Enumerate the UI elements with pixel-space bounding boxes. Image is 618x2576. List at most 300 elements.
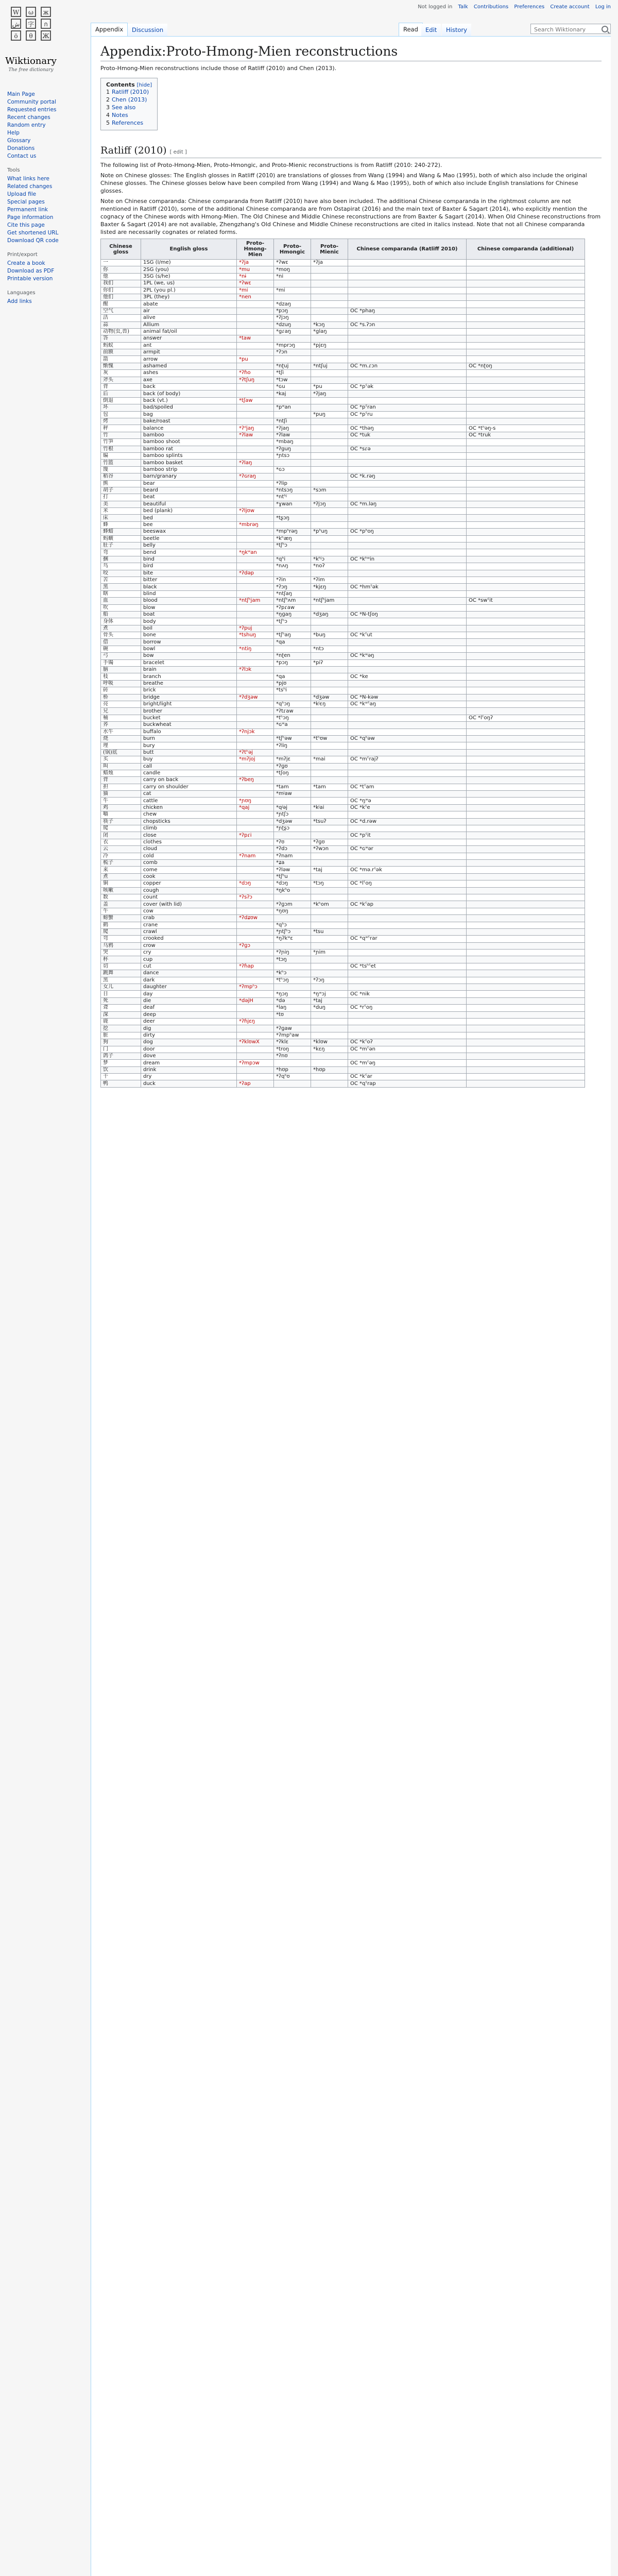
chinese-gloss-cell[interactable]: 蒜 xyxy=(101,321,141,328)
chinese-gloss-cell[interactable]: 荞 xyxy=(101,722,141,728)
chinese-gloss-cell[interactable]: 鸽子 xyxy=(101,1053,141,1059)
chinese-comparanda-cell[interactable]: OC *ŋʷə xyxy=(348,798,467,804)
site-logo[interactable] xyxy=(0,0,62,82)
chinese-gloss-cell[interactable]: 捆 xyxy=(101,556,141,563)
chinese-gloss-cell[interactable]: 日 xyxy=(101,991,141,997)
additional-comparanda-cell[interactable] xyxy=(467,818,585,825)
chinese-gloss-cell[interactable]: 牛 xyxy=(101,798,141,804)
chinese-comparanda-cell[interactable]: OC *tsʰˤet xyxy=(348,963,467,970)
toc-entry[interactable] xyxy=(106,88,152,96)
toc-entry-link[interactable]: Chen (2013) xyxy=(112,96,147,103)
additional-comparanda-cell[interactable] xyxy=(467,701,585,708)
chinese-gloss-cell[interactable]: 脏 xyxy=(101,1032,141,1039)
additional-comparanda-cell[interactable] xyxy=(467,832,585,839)
sidebar-item-printable-version[interactable]: Printable version xyxy=(7,276,53,282)
additional-comparanda-cell[interactable] xyxy=(467,791,585,798)
chinese-gloss-cell[interactable]: 爬 xyxy=(101,928,141,935)
additional-comparanda-cell[interactable] xyxy=(467,1025,585,1032)
additional-comparanda-cell[interactable] xyxy=(467,763,585,770)
chinese-gloss-cell[interactable]: 门 xyxy=(101,1046,141,1053)
additional-comparanda-cell[interactable] xyxy=(467,377,585,383)
chinese-comparanda-cell[interactable] xyxy=(348,535,467,542)
chinese-gloss-cell[interactable]: 答 xyxy=(101,335,141,342)
chinese-comparanda-cell[interactable] xyxy=(348,439,467,446)
chinese-comparanda-cell[interactable] xyxy=(348,301,467,308)
chinese-gloss-cell[interactable]: 空气 xyxy=(101,308,141,314)
chinese-comparanda-cell[interactable] xyxy=(348,349,467,356)
additional-comparanda-cell[interactable] xyxy=(467,301,585,308)
chinese-comparanda-cell[interactable] xyxy=(348,659,467,666)
chinese-comparanda-cell[interactable] xyxy=(348,618,467,625)
additional-comparanda-cell[interactable] xyxy=(467,735,585,742)
additional-comparanda-cell[interactable] xyxy=(467,543,585,549)
chinese-comparanda-cell[interactable] xyxy=(348,625,467,632)
additional-comparanda-cell[interactable]: OC *lˤoŋʔ xyxy=(467,715,585,721)
chinese-comparanda-cell[interactable] xyxy=(348,335,467,342)
additional-comparanda-cell[interactable] xyxy=(467,756,585,763)
chinese-comparanda-cell[interactable] xyxy=(348,894,467,901)
chinese-comparanda-cell[interactable] xyxy=(348,280,467,287)
additional-comparanda-cell[interactable]: OC *swˤit xyxy=(467,598,585,604)
chinese-comparanda-cell[interactable] xyxy=(348,515,467,521)
additional-comparanda-cell[interactable] xyxy=(467,901,585,908)
additional-comparanda-cell[interactable] xyxy=(467,487,585,494)
additional-comparanda-cell[interactable] xyxy=(467,1018,585,1025)
chinese-gloss-cell[interactable]: 烧 xyxy=(101,735,141,742)
chinese-comparanda-cell[interactable] xyxy=(348,266,467,273)
chinese-gloss-cell[interactable]: 鸟 xyxy=(101,563,141,570)
chinese-gloss-cell[interactable]: 斧头 xyxy=(101,377,141,383)
preferences-link[interactable]: Preferences xyxy=(514,4,545,10)
toc-entry-link[interactable]: Ratliff (2010) xyxy=(112,89,149,95)
chinese-comparanda-cell[interactable] xyxy=(348,356,467,363)
chinese-gloss-cell[interactable]: 竹篮 xyxy=(101,460,141,466)
additional-comparanda-cell[interactable] xyxy=(467,1046,585,1053)
additional-comparanda-cell[interactable] xyxy=(467,570,585,577)
chinese-gloss-cell[interactable]: 活 xyxy=(101,315,141,321)
tab-history[interactable]: History xyxy=(442,24,471,36)
chinese-gloss-cell[interactable]: 黑 xyxy=(101,584,141,590)
chinese-comparanda-cell[interactable]: OC *qʷˤrar xyxy=(348,936,467,942)
additional-comparanda-cell[interactable] xyxy=(467,1060,585,1066)
chinese-gloss-cell[interactable]: 埋 xyxy=(101,742,141,749)
chinese-comparanda-cell[interactable] xyxy=(348,460,467,466)
chinese-gloss-cell[interactable]: 借 xyxy=(101,639,141,646)
chinese-gloss-cell[interactable]: 蜂蜡 xyxy=(101,529,141,535)
chinese-gloss-cell[interactable]: 死 xyxy=(101,997,141,1004)
additional-comparanda-cell[interactable] xyxy=(467,604,585,611)
chinese-comparanda-cell[interactable] xyxy=(348,915,467,922)
sidebar-item-glossary[interactable]: Glossary xyxy=(7,138,31,144)
sidebar-item-special-pages[interactable]: Special pages xyxy=(7,199,45,205)
sidebar-item-upload-file[interactable]: Upload file xyxy=(7,191,37,197)
chinese-gloss-cell[interactable]: 烤 xyxy=(101,418,141,425)
chinese-comparanda-cell[interactable] xyxy=(348,763,467,770)
chinese-comparanda-cell[interactable]: OC *pˤru xyxy=(348,411,467,418)
additional-comparanda-cell[interactable] xyxy=(467,804,585,811)
chinese-gloss-cell[interactable]: 牛 xyxy=(101,908,141,914)
tab-read[interactable]: Read xyxy=(399,23,423,36)
chinese-comparanda-cell[interactable] xyxy=(348,315,467,321)
additional-comparanda-cell[interactable] xyxy=(467,991,585,997)
chinese-comparanda-cell[interactable]: OC *kʷəŋ xyxy=(348,653,467,659)
chinese-gloss-cell[interactable]: 蚂蟥 xyxy=(101,535,141,542)
chinese-comparanda-cell[interactable]: OC *mə.rˤək xyxy=(348,867,467,873)
chinese-gloss-cell[interactable]: 鹿 xyxy=(101,1018,141,1025)
chinese-gloss-cell[interactable]: 秤 xyxy=(101,425,141,432)
chinese-comparanda-cell[interactable] xyxy=(348,646,467,652)
sidebar-item-related-changes[interactable]: Related changes xyxy=(7,183,53,190)
chinese-gloss-cell[interactable]: 你们 xyxy=(101,287,141,294)
additional-comparanda-cell[interactable] xyxy=(467,439,585,446)
additional-comparanda-cell[interactable] xyxy=(467,922,585,928)
chinese-gloss-cell[interactable]: 动物(虫,兽) xyxy=(101,328,141,335)
chinese-comparanda-cell[interactable] xyxy=(348,577,467,583)
chinese-comparanda-cell[interactable] xyxy=(348,639,467,646)
chinese-gloss-cell[interactable]: 嚼 xyxy=(101,811,141,818)
chinese-gloss-cell[interactable]: 梳子 xyxy=(101,859,141,866)
additional-comparanda-cell[interactable] xyxy=(467,315,585,321)
chinese-comparanda-cell[interactable] xyxy=(348,873,467,880)
chinese-gloss-cell[interactable]: 米 xyxy=(101,508,141,515)
additional-comparanda-cell[interactable] xyxy=(467,590,585,597)
sidebar-item-add-links[interactable]: Add links xyxy=(7,298,32,304)
additional-comparanda-cell[interactable] xyxy=(467,370,585,377)
chinese-comparanda-cell[interactable] xyxy=(348,328,467,335)
chinese-comparanda-cell[interactable] xyxy=(348,742,467,749)
chinese-gloss-cell[interactable]: 弯 xyxy=(101,936,141,942)
chinese-gloss-cell[interactable]: 跳舞 xyxy=(101,970,141,977)
additional-comparanda-cell[interactable] xyxy=(467,556,585,563)
chinese-comparanda-cell[interactable] xyxy=(348,811,467,818)
chinese-comparanda-cell[interactable]: OC *tuk xyxy=(348,432,467,438)
chinese-gloss-cell[interactable]: 坏 xyxy=(101,404,141,411)
chinese-comparanda-cell[interactable] xyxy=(348,1018,467,1025)
chinese-gloss-cell[interactable]: 盖 xyxy=(101,901,141,908)
chinese-gloss-cell[interactable]: 闭 xyxy=(101,832,141,839)
chinese-gloss-cell[interactable]: 切 xyxy=(101,963,141,970)
additional-comparanda-cell[interactable] xyxy=(467,335,585,342)
chinese-gloss-cell[interactable]: 背 xyxy=(101,777,141,784)
chinese-gloss-cell[interactable]: 云 xyxy=(101,846,141,853)
chinese-gloss-cell[interactable]: 冷 xyxy=(101,853,141,859)
additional-comparanda-cell[interactable] xyxy=(467,1074,585,1080)
chinese-gloss-cell[interactable]: 狗 xyxy=(101,1039,141,1046)
additional-comparanda-cell[interactable] xyxy=(467,1032,585,1039)
additional-comparanda-cell[interactable] xyxy=(467,466,585,473)
chinese-comparanda-cell[interactable]: OC *nik xyxy=(348,991,467,997)
chinese-gloss-cell[interactable]: 女儿 xyxy=(101,984,141,991)
additional-comparanda-cell[interactable] xyxy=(467,708,585,715)
chinese-comparanda-cell[interactable] xyxy=(348,570,467,577)
chinese-gloss-cell[interactable]: 床 xyxy=(101,515,141,521)
chinese-comparanda-cell[interactable] xyxy=(348,997,467,1004)
chinese-gloss-cell[interactable]: 熊 xyxy=(101,480,141,487)
log-in-link[interactable]: Log in xyxy=(595,4,611,10)
chinese-gloss-cell[interactable]: 碗 xyxy=(101,646,141,652)
chinese-comparanda-cell[interactable]: OC *kˤoʔ xyxy=(348,1039,467,1046)
chinese-comparanda-cell[interactable]: OC *kˤe xyxy=(348,804,467,811)
sidebar-item-permanent-link[interactable]: Permanent link xyxy=(7,207,48,213)
chinese-gloss-cell[interactable]: 弓 xyxy=(101,653,141,659)
chinese-gloss-cell[interactable]: 砖 xyxy=(101,687,141,694)
sidebar-item-main-page[interactable]: Main Page xyxy=(7,91,35,97)
additional-comparanda-cell[interactable] xyxy=(467,867,585,873)
additional-comparanda-cell[interactable]: OC *nʈoŋ xyxy=(467,363,585,369)
chinese-gloss-cell[interactable]: 编 xyxy=(101,452,141,459)
additional-comparanda-cell[interactable] xyxy=(467,418,585,425)
chinese-comparanda-cell[interactable]: OC *kʷˤaŋ xyxy=(348,701,467,708)
chinese-comparanda-cell[interactable] xyxy=(348,708,467,715)
chinese-gloss-cell[interactable]: 叫 xyxy=(101,763,141,770)
additional-comparanda-cell[interactable] xyxy=(467,811,585,818)
chinese-comparanda-cell[interactable]: OC *qʰəw xyxy=(348,735,467,742)
toc-entry-link[interactable]: References xyxy=(112,120,144,126)
chinese-comparanda-cell[interactable] xyxy=(348,480,467,487)
chinese-gloss-cell[interactable]: 前额 xyxy=(101,349,141,356)
chinese-gloss-cell[interactable]: 梦 xyxy=(101,1060,141,1066)
chinese-gloss-cell[interactable]: 煮 xyxy=(101,873,141,880)
chinese-gloss-cell[interactable]: 灰 xyxy=(101,370,141,377)
chinese-comparanda-cell[interactable]: OC *lˤoŋ xyxy=(348,880,467,887)
chinese-comparanda-cell[interactable] xyxy=(348,722,467,728)
additional-comparanda-cell[interactable] xyxy=(467,266,585,273)
chinese-comparanda-cell[interactable]: OC *N-tʃoŋ xyxy=(348,611,467,618)
chinese-gloss-cell[interactable]: 桶 xyxy=(101,715,141,721)
chinese-comparanda-cell[interactable] xyxy=(348,543,467,549)
additional-comparanda-cell[interactable] xyxy=(467,950,585,956)
chinese-comparanda-cell[interactable]: OC *s.ʔɔn xyxy=(348,321,467,328)
additional-comparanda-cell[interactable] xyxy=(467,722,585,728)
chinese-comparanda-cell[interactable]: OC *m.ɾɔn xyxy=(348,363,467,369)
chinese-comparanda-cell[interactable]: OC *tˤam xyxy=(348,784,467,790)
chinese-gloss-cell[interactable]: 篾 xyxy=(101,466,141,473)
toc-entry[interactable] xyxy=(106,119,152,127)
chinese-gloss-cell[interactable]: (锅)底 xyxy=(101,749,141,756)
additional-comparanda-cell[interactable] xyxy=(467,687,585,694)
additional-comparanda-cell[interactable] xyxy=(467,384,585,391)
chinese-gloss-cell[interactable]: 猫 xyxy=(101,791,141,798)
chinese-comparanda-cell[interactable] xyxy=(348,598,467,604)
additional-comparanda-cell[interactable] xyxy=(467,639,585,646)
chinese-gloss-cell[interactable]: 脑 xyxy=(101,667,141,673)
chinese-comparanda-cell[interactable] xyxy=(348,977,467,984)
chinese-comparanda-cell[interactable] xyxy=(348,287,467,294)
additional-comparanda-cell[interactable] xyxy=(467,460,585,466)
chinese-gloss-cell[interactable]: 竹根 xyxy=(101,446,141,452)
chinese-gloss-cell[interactable]: 聋 xyxy=(101,1005,141,1011)
additional-comparanda-cell[interactable] xyxy=(467,1053,585,1059)
additional-comparanda-cell[interactable] xyxy=(467,997,585,1004)
chinese-gloss-cell[interactable]: 鸭 xyxy=(101,1080,141,1087)
chinese-comparanda-cell[interactable] xyxy=(348,563,467,570)
chinese-comparanda-cell[interactable] xyxy=(348,859,467,866)
chinese-gloss-cell[interactable]: 一 xyxy=(101,260,141,266)
additional-comparanda-cell[interactable] xyxy=(467,942,585,949)
additional-comparanda-cell[interactable] xyxy=(467,411,585,418)
sidebar-item-donations[interactable]: Donations xyxy=(7,145,35,151)
sidebar-item-community-portal[interactable]: Community portal xyxy=(7,99,56,105)
sidebar-item-recent-changes[interactable]: Recent changes xyxy=(7,114,50,121)
chinese-gloss-cell[interactable]: 包 xyxy=(101,411,141,418)
additional-comparanda-cell[interactable] xyxy=(467,880,585,887)
chinese-comparanda-cell[interactable]: OC *kˤut xyxy=(348,632,467,639)
chinese-comparanda-cell[interactable] xyxy=(348,418,467,425)
additional-comparanda-cell[interactable] xyxy=(467,873,585,880)
chinese-gloss-cell[interactable]: 苦 xyxy=(101,577,141,583)
chinese-gloss-cell[interactable]: 吹 xyxy=(101,604,141,611)
chinese-comparanda-cell[interactable] xyxy=(348,749,467,756)
sidebar-item-create-book[interactable]: Create a book xyxy=(7,260,45,266)
chinese-gloss-cell[interactable]: 箭 xyxy=(101,356,141,363)
additional-comparanda-cell[interactable] xyxy=(467,535,585,542)
toc-entry[interactable] xyxy=(106,104,152,111)
chinese-comparanda-cell[interactable] xyxy=(348,887,467,894)
search-icon[interactable] xyxy=(602,26,608,32)
chinese-gloss-cell[interactable]: 桥 xyxy=(101,694,141,701)
additional-comparanda-cell[interactable] xyxy=(467,984,585,991)
chinese-comparanda-cell[interactable] xyxy=(348,397,467,404)
additional-comparanda-cell[interactable] xyxy=(467,549,585,556)
additional-comparanda-cell[interactable] xyxy=(467,356,585,363)
chinese-gloss-cell[interactable]: 胡子 xyxy=(101,487,141,494)
additional-comparanda-cell[interactable] xyxy=(467,397,585,404)
chinese-comparanda-cell[interactable] xyxy=(348,680,467,687)
additional-comparanda-cell[interactable] xyxy=(467,853,585,859)
chinese-comparanda-cell[interactable] xyxy=(348,853,467,859)
chinese-comparanda-cell[interactable]: OC *pʰoŋ xyxy=(348,529,467,535)
additional-comparanda-cell[interactable] xyxy=(467,770,585,776)
additional-comparanda-cell[interactable] xyxy=(467,294,585,300)
sidebar-item-what-links-here[interactable]: What links here xyxy=(7,176,49,182)
chinese-gloss-cell[interactable]: 竹笋 xyxy=(101,439,141,446)
chinese-comparanda-cell[interactable] xyxy=(348,494,467,501)
chinese-comparanda-cell[interactable] xyxy=(348,942,467,949)
chinese-gloss-cell[interactable]: 鹤 xyxy=(101,922,141,928)
additional-comparanda-cell[interactable]: OC *tʰəŋ-s xyxy=(467,425,585,432)
talk-link[interactable]: Talk xyxy=(458,4,468,10)
additional-comparanda-cell[interactable] xyxy=(467,970,585,977)
create-account-link[interactable]: Create account xyxy=(550,4,590,10)
chinese-comparanda-cell[interactable]: OC *phaŋ xyxy=(348,308,467,314)
chinese-gloss-cell[interactable]: 鸡 xyxy=(101,804,141,811)
chinese-gloss-cell[interactable]: 来 xyxy=(101,867,141,873)
chinese-gloss-cell[interactable]: 干 xyxy=(101,1074,141,1080)
chinese-gloss-cell[interactable]: 铜 xyxy=(101,880,141,887)
sidebar-item-page-information[interactable]: Page information xyxy=(7,214,54,221)
chinese-comparanda-cell[interactable] xyxy=(348,777,467,784)
chinese-comparanda-cell[interactable] xyxy=(348,770,467,776)
chinese-comparanda-cell[interactable]: OC *m.ləŋ xyxy=(348,501,467,507)
chinese-comparanda-cell[interactable] xyxy=(348,825,467,832)
additional-comparanda-cell[interactable] xyxy=(467,1066,585,1073)
additional-comparanda-cell[interactable] xyxy=(467,280,585,287)
chinese-gloss-cell[interactable]: 弯 xyxy=(101,549,141,556)
chinese-gloss-cell[interactable]: 手镯 xyxy=(101,659,141,666)
chinese-comparanda-cell[interactable] xyxy=(348,342,467,349)
chinese-comparanda-cell[interactable]: OC *mˤən xyxy=(348,1046,467,1053)
chinese-comparanda-cell[interactable] xyxy=(348,521,467,528)
chinese-gloss-cell[interactable]: 船 xyxy=(101,611,141,618)
toc-entry-link[interactable]: Notes xyxy=(112,112,128,118)
additional-comparanda-cell[interactable] xyxy=(467,859,585,866)
additional-comparanda-cell[interactable] xyxy=(467,798,585,804)
chinese-gloss-cell[interactable]: 饮 xyxy=(101,1066,141,1073)
additional-comparanda-cell[interactable] xyxy=(467,404,585,411)
chinese-gloss-cell[interactable]: 深 xyxy=(101,1011,141,1018)
chinese-comparanda-cell[interactable]: OC *sɾə xyxy=(348,446,467,452)
contributions-link[interactable]: Contributions xyxy=(473,4,509,10)
search-input[interactable] xyxy=(533,25,602,34)
chinese-gloss-cell[interactable]: 美 xyxy=(101,501,141,507)
chinese-comparanda-cell[interactable]: OC *ɢʷər xyxy=(348,846,467,853)
additional-comparanda-cell[interactable] xyxy=(467,328,585,335)
additional-comparanda-cell[interactable] xyxy=(467,694,585,701)
additional-comparanda-cell[interactable] xyxy=(467,632,585,639)
chinese-gloss-cell[interactable]: 亮 xyxy=(101,701,141,708)
additional-comparanda-cell[interactable] xyxy=(467,308,585,314)
sidebar-item-help[interactable]: Help xyxy=(7,130,20,136)
additional-comparanda-cell[interactable] xyxy=(467,784,585,790)
chinese-comparanda-cell[interactable] xyxy=(348,1053,467,1059)
chinese-gloss-cell[interactable]: 蜡烛 xyxy=(101,770,141,776)
chinese-comparanda-cell[interactable] xyxy=(348,487,467,494)
chinese-gloss-cell[interactable]: 肚子 xyxy=(101,543,141,549)
chinese-gloss-cell[interactable]: 惭愧 xyxy=(101,363,141,369)
tab-appendix[interactable]: Appendix xyxy=(91,23,128,36)
sidebar-item-get-shortened-url[interactable]: Get shortened URL xyxy=(7,230,59,236)
chinese-gloss-cell[interactable]: 煮 xyxy=(101,625,141,632)
additional-comparanda-cell[interactable] xyxy=(467,749,585,756)
chinese-gloss-cell[interactable]: 倒退 xyxy=(101,397,141,404)
chinese-comparanda-cell[interactable] xyxy=(348,687,467,694)
chinese-gloss-cell[interactable]: 筷子 xyxy=(101,818,141,825)
chinese-gloss-cell[interactable]: 爬 xyxy=(101,825,141,832)
chinese-comparanda-cell[interactable] xyxy=(348,984,467,991)
chinese-comparanda-cell[interactable]: OC *qˤrap xyxy=(348,1080,467,1087)
sidebar-item-download-pdf[interactable]: Download as PDF xyxy=(7,268,55,274)
additional-comparanda-cell[interactable] xyxy=(467,908,585,914)
additional-comparanda-cell[interactable] xyxy=(467,1005,585,1011)
additional-comparanda-cell[interactable] xyxy=(467,1039,585,1046)
additional-comparanda-cell[interactable] xyxy=(467,887,585,894)
chinese-gloss-cell[interactable]: 挖 xyxy=(101,1025,141,1032)
additional-comparanda-cell[interactable] xyxy=(467,563,585,570)
chinese-gloss-cell[interactable]: 咳嗽 xyxy=(101,887,141,894)
chinese-comparanda-cell[interactable] xyxy=(348,273,467,280)
chinese-gloss-cell[interactable]: 担 xyxy=(101,784,141,790)
additional-comparanda-cell[interactable] xyxy=(467,473,585,480)
chinese-gloss-cell[interactable]: 竹 xyxy=(101,432,141,438)
chinese-gloss-cell[interactable]: 身体 xyxy=(101,618,141,625)
chinese-gloss-cell[interactable]: 醒 xyxy=(101,301,141,308)
chinese-comparanda-cell[interactable] xyxy=(348,667,467,673)
additional-comparanda-cell[interactable] xyxy=(467,936,585,942)
additional-comparanda-cell[interactable]: OC *truk xyxy=(467,432,585,438)
chinese-comparanda-cell[interactable] xyxy=(348,549,467,556)
chinese-comparanda-cell[interactable] xyxy=(348,970,467,977)
chinese-comparanda-cell[interactable] xyxy=(348,370,467,377)
additional-comparanda-cell[interactable] xyxy=(467,349,585,356)
chinese-gloss-cell[interactable]: 黑 xyxy=(101,977,141,984)
toc-entry[interactable] xyxy=(106,111,152,119)
chinese-gloss-cell[interactable]: 呼吸 xyxy=(101,680,141,687)
sidebar-item-requested-entries[interactable]: Requested entries xyxy=(7,107,57,113)
chinese-comparanda-cell[interactable]: OC *thəŋ xyxy=(348,425,467,432)
additional-comparanda-cell[interactable] xyxy=(467,894,585,901)
additional-comparanda-cell[interactable] xyxy=(467,673,585,680)
additional-comparanda-cell[interactable] xyxy=(467,680,585,687)
